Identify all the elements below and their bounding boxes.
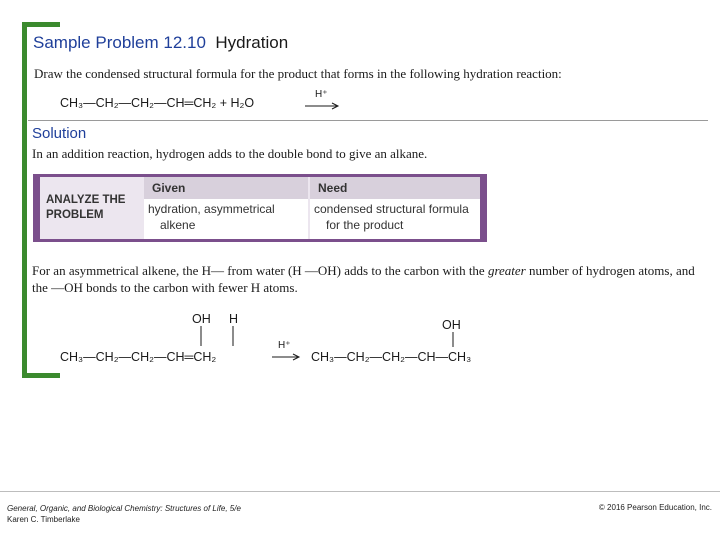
solution-text: In an addition reaction, hydrogen adds to the double bond to give an alkane. bbox=[32, 146, 428, 161]
reactant-bond-lines bbox=[195, 326, 245, 348]
given-cell: hydration, asymmetrical alkene bbox=[148, 202, 275, 232]
divider bbox=[28, 120, 708, 121]
explanation-paragraph: For an asymmetrical alkene, the H— from water (H —OH) adds to the carbon with the greater number of hydrogen atoms, and the —OH bonds to the carbon with fewer H atoms. bbox=[32, 263, 695, 295]
emphasis-word: greater bbox=[487, 263, 526, 278]
product-formula: CH₃—CH₂—CH₂—CH—CH₃ bbox=[311, 350, 472, 364]
footer-copyright: © 2016 Pearson Education, Inc. bbox=[598, 503, 712, 512]
reaction1-left: CH₃—CH₂—CH₂—CH═CH₂ + H₂O bbox=[60, 96, 255, 110]
given-header: Given bbox=[144, 177, 308, 199]
reactant-oh-label: OH bbox=[192, 312, 211, 326]
problem-name: Hydration bbox=[215, 33, 289, 52]
slide-title bbox=[33, 33, 288, 53]
product-bond-line bbox=[448, 332, 458, 348]
reaction1-arrow bbox=[305, 102, 341, 110]
reactant-formula: CH₃—CH₂—CH₂—CH═CH₂ bbox=[60, 350, 217, 364]
footer-divider bbox=[0, 491, 720, 492]
problem-prompt: Draw the condensed structural formula for the product that forms in the following hydration reaction: bbox=[34, 66, 562, 81]
solution-heading: Solution bbox=[32, 125, 87, 142]
problem-number: Sample Problem 12.10 bbox=[33, 33, 206, 52]
analyze-label: ANALYZE THE PROBLEM bbox=[46, 194, 126, 221]
need-cell: condensed structural formula for the product bbox=[314, 202, 469, 232]
need-header: Need bbox=[310, 177, 480, 199]
product-oh-label: OH bbox=[442, 318, 461, 332]
footer-author: Karen C. Timberlake bbox=[7, 515, 80, 524]
analyze-problem-box bbox=[33, 174, 487, 242]
reaction2-arrow bbox=[272, 353, 302, 361]
footer-book: General, Organic, and Biological Chemistry: Structures of Life, 5/e bbox=[7, 504, 241, 513]
reactant-h-label: H bbox=[229, 312, 239, 326]
reaction2-catalyst: H⁺ bbox=[278, 340, 291, 351]
footer-credits bbox=[7, 503, 241, 525]
reaction1-catalyst: H⁺ bbox=[315, 89, 328, 100]
